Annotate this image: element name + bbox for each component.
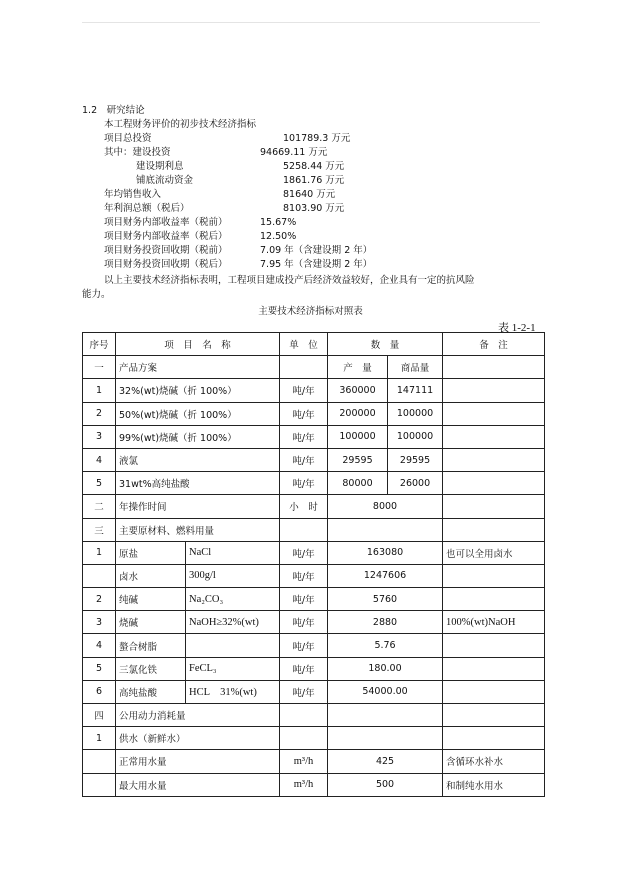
row-name: 31wt%高纯盐酸 [116,472,280,495]
header-remark: 备 注 [443,333,545,356]
table-row [83,402,545,425]
table-row [83,495,545,518]
section-heading: 1.2 研究结论 [82,105,145,116]
row-no: 1 [83,541,116,564]
row-no: 3 [83,425,116,448]
row-unit: 吨/年 [280,564,328,587]
row-name: 供水（新鲜水） [116,727,280,750]
row-unit: 吨/年 [280,657,328,680]
row-no: 4 [83,448,116,471]
row-output: 29595 [328,448,388,471]
subheader-output: 产 量 [328,356,388,379]
table-row [83,657,545,680]
row-remark: 也可以全用卤水 [443,541,545,564]
table-row [83,356,545,379]
row-no: 2 [83,402,116,425]
conclusion-line: 以上主要技术经济指标表明，工程项目建成投产后经济效益较好，企业具有一定的抗风险 [104,275,475,286]
row-unit: 吨/年 [280,472,328,495]
indicator-value: 7.95 年（含建设期 2 年） [260,259,373,270]
row-unit: 吨/年 [280,588,328,611]
indicator-label: 项目财务投资回收期（税后） [104,259,228,270]
indicator-value: 15.67% [260,217,297,228]
row-name: 高纯盐酸 [116,680,186,703]
row-no: 1 [83,727,116,750]
row-no: 一 [83,356,116,379]
row-remark: 和制纯水用水 [443,773,545,796]
row-output: 360000 [328,379,388,402]
row-qty: 1247606 [328,564,443,587]
header-no: 序号 [83,333,116,356]
table-row [83,634,545,657]
row-name: 99%(wt)烧碱（折 100%） [116,425,280,448]
row-output: 200000 [328,402,388,425]
row-spec: FeCL₃ [186,657,280,680]
row-no: 3 [83,611,116,634]
row-unit: 吨/年 [280,379,328,402]
conclusion-line: 能力。 [82,289,111,300]
row-name: 最大用水量 [116,773,280,796]
indicator-label: 年利润总额（税后） [104,203,190,214]
row-name: 三氯化铁 [116,657,186,680]
row-qty: 8000 [328,495,443,518]
table-row [83,448,545,471]
row-qty: 500 [328,773,443,796]
row-output: 100000 [328,425,388,448]
row-no: 5 [83,472,116,495]
table-row [83,472,545,495]
indicator-value: 101789.3 万元 [283,133,351,144]
row-name: 主要原材料、燃料用量 [116,518,280,541]
row-name: 32%(wt)烧碱（折 100%） [116,379,280,402]
row-no: 四 [83,704,116,727]
table-caption: 主要技术经济指标对照表 [258,306,363,317]
row-no [83,750,116,773]
table-row [83,564,545,587]
row-qty: 5.76 [328,634,443,657]
row-no: 6 [83,680,116,703]
indicator-value: 1861.76 万元 [283,175,345,186]
table-row [83,425,545,448]
row-name: 年操作时间 [116,495,280,518]
indicator-value: 8103.90 万元 [283,203,345,214]
indicator-label: 其中：建设投资 [104,147,171,158]
row-name: 纯碱 [116,588,186,611]
row-commodity: 29595 [388,448,443,471]
row-qty: 180.00 [328,657,443,680]
row-spec: NaCl [186,541,280,564]
table-row [83,680,545,703]
row-commodity: 147111 [388,379,443,402]
row-spec: NaOH≥32%(wt) [186,611,280,634]
table-number: 表 1-2-1 [498,322,536,334]
indicator-label: 项目总投资 [104,133,152,144]
row-qty: 425 [328,750,443,773]
row-no: 二 [83,495,116,518]
row-output: 80000 [328,472,388,495]
row-name: 50%(wt)烧碱（折 100%） [116,402,280,425]
table-row [83,588,545,611]
row-unit: m³/h [280,750,328,773]
indicator-label: 建设期利息 [136,161,184,172]
row-unit: 吨/年 [280,634,328,657]
indicator-value: 94669.11 万元 [260,147,328,158]
indicator-label: 项目财务内部收益率（税前） [104,217,228,228]
row-name: 原盐 [116,541,186,564]
row-unit: m³/h [280,773,328,796]
row-name: 公用动力消耗量 [116,704,280,727]
table-row [83,379,545,402]
row-qty: 2880 [328,611,443,634]
row-name: 正常用水量 [116,750,280,773]
row-name: 液氯 [116,448,280,471]
indicator-value: 12.50% [260,231,297,242]
row-name: 卤水 [116,564,186,587]
indicator-label: 项目财务投资回收期（税前） [104,245,228,256]
indicator-label: 项目财务内部收益率（税后） [104,231,228,242]
indicator-value: 5258.44 万元 [283,161,345,172]
row-remark: 100%(wt)NaOH [443,611,545,634]
table-row [83,611,545,634]
row-unit: 吨/年 [280,425,328,448]
row-spec: 300g/l [186,564,280,587]
table-row [83,541,545,564]
indicator-value: 81640 万元 [283,189,336,200]
indicator-label: 年均销售收入 [104,189,162,200]
row-unit: 吨/年 [280,448,328,471]
row-unit: 吨/年 [280,541,328,564]
row-no [83,564,116,587]
row-commodity: 26000 [388,472,443,495]
row-no: 2 [83,588,116,611]
header-rule [82,22,540,23]
header-qty: 数 量 [328,333,443,356]
indicator-value: 7.09 年（含建设期 2 年） [260,245,373,256]
table-row [83,773,545,796]
table-row [83,750,545,773]
header-unit: 单 位 [280,333,328,356]
row-name: 螯合树脂 [116,634,186,657]
row-no: 三 [83,518,116,541]
indicator-table [82,332,545,797]
row-remark: 含循环水补水 [443,750,545,773]
table-row [83,727,545,750]
row-unit: 吨/年 [280,680,328,703]
row-unit: 吨/年 [280,611,328,634]
row-no [83,773,116,796]
row-unit: 吨/年 [280,402,328,425]
row-unit: 小 时 [280,495,328,518]
row-commodity: 100000 [388,402,443,425]
table-row [83,704,545,727]
section-intro: 本工程财务评价的初步技术经济指标 [104,119,257,130]
row-no: 4 [83,634,116,657]
subheader-commodity: 商品量 [388,356,443,379]
row-no: 1 [83,379,116,402]
row-name: 烧碱 [116,611,186,634]
row-qty: 163080 [328,541,443,564]
table-row [83,518,545,541]
header-item: 项 目 名 称 [116,333,280,356]
row-name: 产品方案 [116,356,280,379]
row-spec: Na₂CO₃ [186,588,280,611]
row-spec: HCL 31%(wt) [186,680,280,703]
row-no: 5 [83,657,116,680]
row-qty: 5760 [328,588,443,611]
table-header-row [83,333,545,356]
row-commodity: 100000 [388,425,443,448]
indicator-label: 铺底流动资金 [136,175,194,186]
row-qty: 54000.00 [328,680,443,703]
